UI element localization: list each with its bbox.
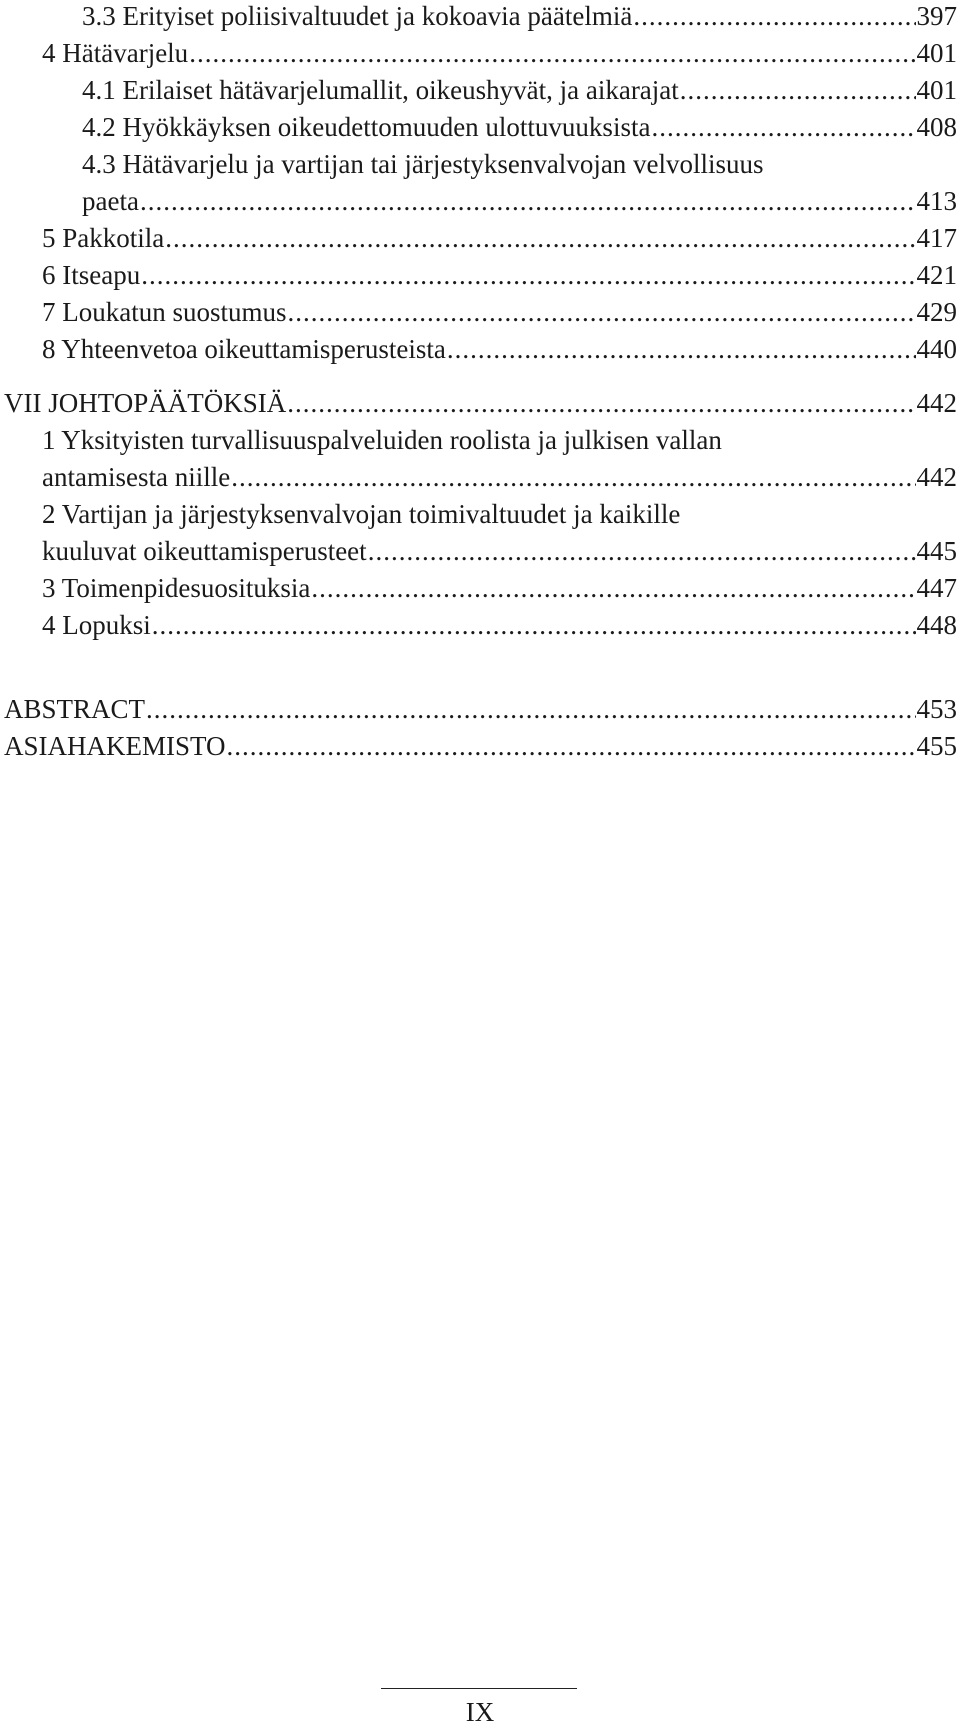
- toc-entry-page: 448: [916, 610, 957, 640]
- toc-leader-dots: [368, 533, 916, 569]
- toc-leader-dots: [146, 691, 915, 727]
- toc-entry-title: 3 Toimenpidesuosituksia: [42, 573, 311, 603]
- toc-entry: [82, 109, 957, 145]
- toc-chapter-entry: [4, 728, 957, 764]
- toc-entry: [42, 607, 957, 643]
- page-number: IX: [465, 1697, 495, 1727]
- toc-leader-dots: [651, 109, 915, 145]
- toc-leader-dots: [311, 570, 915, 606]
- toc-entry: [42, 294, 957, 330]
- toc-leader-dots: [288, 294, 916, 330]
- toc-entry-page: 421: [916, 260, 957, 290]
- toc-entry-page: 453: [916, 694, 957, 724]
- toc-entry-title: 5 Pakkotila: [42, 223, 165, 253]
- toc-leader-dots: [231, 459, 915, 495]
- toc-entry-title-line1: 2 Vartijan ja järjestyksenvalvojan toimivaltuudet ja kaikille: [42, 499, 681, 529]
- toc-leader-dots: [680, 72, 916, 108]
- toc-entry-title: 4.1 Erilaiset hätävarjelumallit, oikeushyvät, ja aikarajat: [82, 75, 679, 105]
- toc-entry: [42, 220, 957, 256]
- toc-entry-page: 429: [916, 297, 957, 327]
- toc-entry-title: 8 Yhteenvetoa oikeuttamisperusteista: [42, 334, 446, 364]
- toc-entry-title: ASIAHAKEMISTO: [4, 731, 226, 761]
- toc-leader-dots: [165, 220, 915, 256]
- toc-entry-title: 4.2 Hyökkäyksen oikeudettomuuden ulottuvuuksista: [82, 112, 651, 142]
- toc-leader-dots: [287, 385, 915, 421]
- toc-entry-page: 455: [916, 731, 957, 761]
- toc-leader-dots: [140, 183, 916, 219]
- toc-entry-title: 4 Hätävarjelu: [42, 38, 189, 68]
- toc-entry-page: 447: [916, 573, 957, 603]
- toc-entry: [82, 72, 957, 108]
- toc-entry-title: kuuluvat oikeuttamisperusteet: [42, 536, 367, 566]
- toc-entry-title: 6 Itseapu: [42, 260, 141, 290]
- toc-leader-dots: [447, 331, 916, 367]
- toc-entry-title: ABSTRACT: [4, 694, 146, 724]
- toc-entry-page: 397: [916, 1, 957, 31]
- toc-entry: [42, 459, 957, 495]
- toc-entry-page: 440: [916, 334, 957, 364]
- toc-entry-page: 408: [916, 112, 957, 142]
- toc-chapter-entry: [4, 385, 957, 421]
- footer-divider: [381, 1688, 577, 1689]
- toc-entry: [42, 257, 957, 293]
- toc-leader-dots: [227, 728, 916, 764]
- toc-entry: [42, 570, 957, 606]
- toc-entry: [42, 533, 957, 569]
- toc-entry: [42, 35, 957, 71]
- toc-entry-page: 413: [916, 186, 957, 216]
- toc-leader-dots: [152, 607, 916, 643]
- toc-entry-title: paeta: [82, 186, 139, 216]
- toc-entry-page: 401: [916, 38, 957, 68]
- toc-entry-title: 3.3 Erityiset poliisivaltuudet ja kokoavia päätelmiä: [82, 1, 633, 31]
- toc-leader-dots: [189, 35, 915, 71]
- toc-entry: [82, 0, 957, 34]
- toc-entry-page: 445: [916, 536, 957, 566]
- toc-entry-title-line1: 4.3 Hätävarjelu ja vartijan tai järjestyksenvalvojan velvollisuus: [82, 149, 764, 179]
- toc-entry-title: 4 Lopuksi: [42, 610, 151, 640]
- toc-entry-title: VII JOHTOPÄÄTÖKSIÄ: [4, 388, 287, 418]
- toc-entry-page: 442: [916, 462, 957, 492]
- toc-entry: [82, 183, 957, 219]
- toc-entry-title-line1: 1 Yksityisten turvallisuuspalveluiden roolista ja julkisen vallan: [42, 425, 722, 455]
- toc-entry-title: 7 Loukatun suostumus: [42, 297, 287, 327]
- toc-leader-dots: [141, 257, 915, 293]
- toc-leader-dots: [633, 0, 915, 34]
- toc-entry-title: antamisesta niille: [42, 462, 231, 492]
- toc-entry-page: 417: [916, 223, 957, 253]
- toc-entry: [42, 331, 957, 367]
- toc-entry-page: 442: [916, 388, 957, 418]
- toc-entry-page: 401: [916, 75, 957, 105]
- toc-chapter-entry: [4, 691, 957, 727]
